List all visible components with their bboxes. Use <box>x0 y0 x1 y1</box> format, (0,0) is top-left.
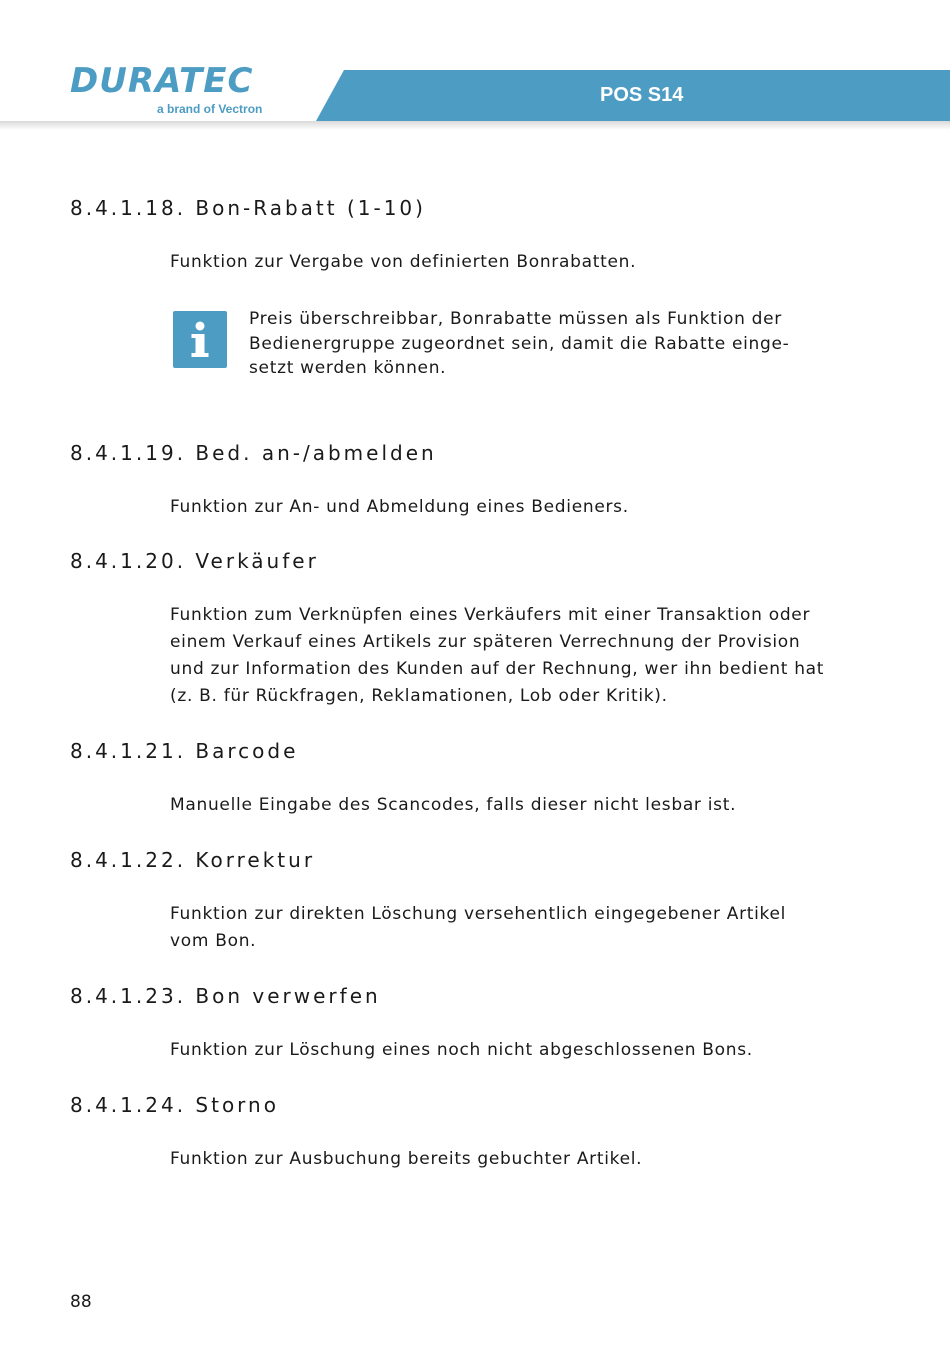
section-text: Funktion zur Ausbuchung bereits gebuchter Artikel. <box>170 1149 643 1169</box>
section-text: Funktion zur direkten Löschung versehentlich eingegebener Artikel vom Bon. <box>170 904 787 951</box>
section-text: Funktion zur Vergabe von definierten Bonrabatten. <box>170 252 637 272</box>
page-number: 88 <box>70 1292 92 1312</box>
section-heading: 8.4.1.18. Bon-Rabatt (1-10) <box>70 196 426 220</box>
section-text: Funktion zur Löschung eines noch nicht abgeschlossenen Bons. <box>170 1040 753 1060</box>
product-title: POS S14 <box>600 84 684 106</box>
section-text: Manuelle Eingabe des Scancodes, falls dieser nicht lesbar ist. <box>170 795 737 815</box>
brand-logo: DURATEC <box>70 61 254 101</box>
section-heading: 8.4.1.22. Korrektur <box>70 848 316 872</box>
section-heading: 8.4.1.23. Bon verwerfen <box>70 984 381 1008</box>
section-heading: 8.4.1.20. Verkäufer <box>70 549 319 573</box>
section-text: Funktion zur An- und Abmeldung eines Bedieners. <box>170 497 629 517</box>
section-text: Funktion zum Verknüpfen eines Verkäufers mit einer Transaktion oder einem Verkauf eines Artikels zur späteren Verrechnung der Provision und zur Information des Kunden auf der Rechnung, wer ihn bedient hat (z. B. für Rückfragen, Reklamationen, Lob oder Kritik). <box>170 605 825 706</box>
page-header <box>0 0 950 130</box>
info-note-text: Preis überschreibbar, Bonrabatte müssen als Funktion der Bedienergruppe zugeordnet sein, damit die Rabatte einge-setzt werden können. <box>249 309 790 378</box>
section-heading: 8.4.1.21. Barcode <box>70 739 299 763</box>
section-heading: 8.4.1.19. Bed. an-/abmelden <box>70 441 437 465</box>
brand-tagline: a brand of Vectron <box>157 102 263 116</box>
section-heading: 8.4.1.24. Storno <box>70 1093 279 1117</box>
info-icon <box>173 311 227 368</box>
